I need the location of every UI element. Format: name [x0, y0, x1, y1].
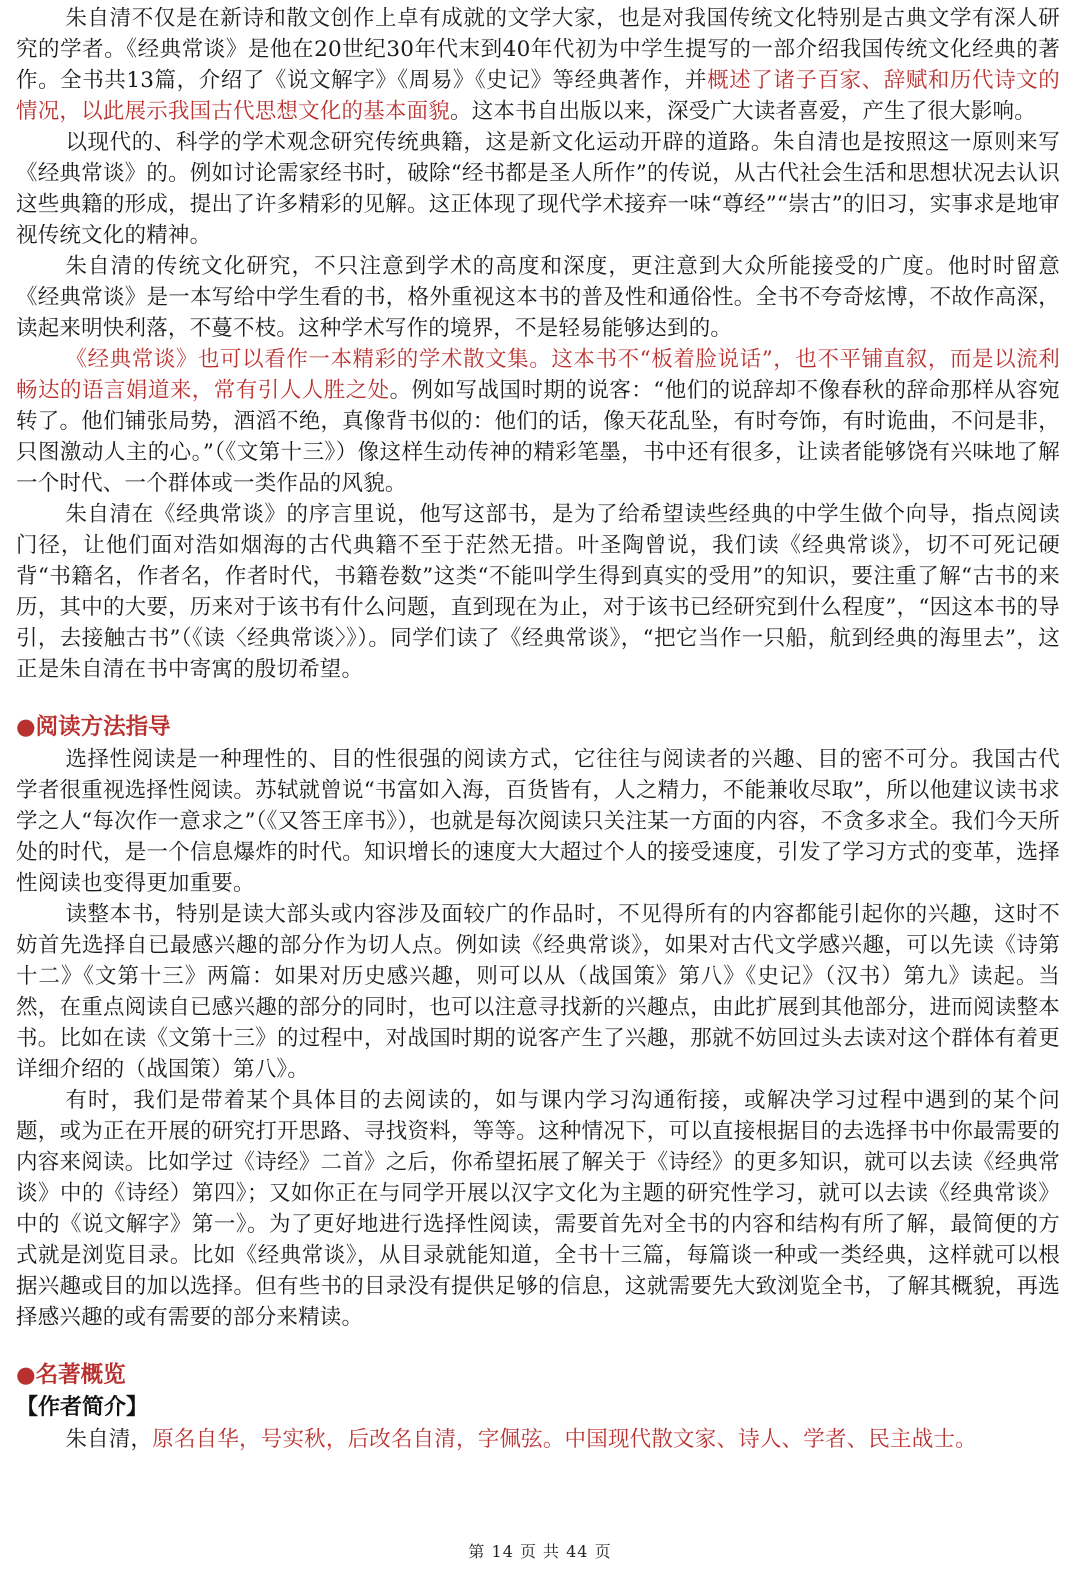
- bullet-icon: ●: [16, 714, 36, 740]
- body-paragraph: 以现代的、科学的学术观念研究传统典籍，这是新文化运动开辟的道路。朱自清也是按照这一原则来写《经典常谈》的。例如讨论需家经书时，破除“经书都是圣人所作”的传说，从古代社会生活和思想状况去认识这些典籍的形成，提出了许多精彩的见解。这正体现了现代学术接弃一味“尊经”“崇古”的旧习，实事求是地审视传统文化的精神。: [16, 130, 1060, 248]
- body-paragraph: 朱自清不仅是在新诗和散文创作上卓有成就的文学大家，也是对我国传统文化特别是古典文学有深人研究的学者。《经典常谈》是他在20世纪30年代末到40年代初为中学生提写的一部介绍我国传统文化经典的著作。全书共13篇，介绍了《说文解字》《周易》《史记》等经典著作，并概述了诸子百家、辞赋和历代诗文的情况，以此展示我国古代思想文化的基本面貌。这本书自出版以来，深受广大读者喜爱，产生了很大影响。: [16, 6, 1061, 124]
- highlighted-text: 原名自华，号实秋，后改名自清，字佩弦。中国现代散文家、诗人、学者、民主战士。: [152, 1427, 977, 1452]
- section-heading-overview: ●名著概览: [16, 1362, 126, 1388]
- section-heading-reading-method: ●阅读方法指导: [16, 714, 171, 740]
- author-intro-paragraph: 朱自清，原名自华，号实秋，后改名自清，字佩弦。中国现代散文家、诗人、学者、民主战士。: [65, 1427, 977, 1452]
- document-page: [16, 0, 1060, 1455]
- page-number-footer: 第 14 页 共 44 页: [468, 1542, 612, 1561]
- author-intro-heading: 【作者简介】: [16, 1395, 149, 1420]
- body-paragraph: 有时，我们是带着某个具体目的去阅读的，如与课内学习沟通衔接，或解决学习过程中遇到的某个问题，或为正在开展的研究打开思路、寻找资料，等等。这种情况下，可以直接根据目的去选择书中你最需要的内容来阅读。比如学过《诗经》二首》之后，你希望拓展了解关于《诗经》的更多知识，就可以去读《经典常谈》中的《诗经）第四》；又如你正在与同学开展以汉字文化为主题的研究性学习，就可以去读《经典常谈》中的《说文解字》第一》。为了更好地进行选择性阅读，需要首先对全书的内容和结构有所了解，最简便的方式就是浏览目录。比如《经典常谈》，从目录就能知道，全书十三篇，每篇谈一种或一类经典，这样就可以根据兴趣或目的加以选择。但有些书的目录没有提供足够的信息，这就需要先大致浏览全书，了解其概貌，再选择感兴趣的或有需要的部分来精读。: [16, 1088, 1060, 1330]
- highlighted-text: 概述了诸子百家、辞赋和历代诗文的情况，以此展示我国古代思想文化的基本面貌: [16, 68, 1061, 124]
- bullet-icon: ●: [16, 1362, 36, 1388]
- body-paragraph: 读整本书，特别是读大部头或内容涉及面较广的作品时，不见得所有的内容都能引起你的兴趣，这时不妨首先选择自已最感兴趣的部分作为切人点。例如读《经典常谈》，如果对古代文学感兴趣，可以先读《诗第十二》《文第十三》两篇：如果对历史感兴趣，则可以从（战国策》第八》《史记》（汉书）第九》读起。当然，在重点阅读自已感兴趣的部分的同时，也可以注意寻找新的兴趣点，由此扩展到其他部分，进而阅读整本书。比如在读《文第十三》的过程中，对战国时期的说客产生了兴趣，那就不妨回过头去读对这个群体有着更详细介绍的（战国策）第八》。: [16, 902, 1060, 1082]
- body-paragraph: 朱自清在《经典常谈》的序言里说，他写这部书，是为了给希望读些经典的中学生做个向导，指点阅读门径，让他们面对浩如烟海的古代典籍不至于茫然无措。叶圣陶曾说，我们读《经典常谈》，切不可死记硬背“书籍名，作者名，作者时代，书籍卷数”这类“不能叫学生得到真实的受用”的知识，要注重了解“古书的来历，其中的大要，历来对于该书有什么问题，直到现在为止，对于该书已经研究到什么程度”，“因这本书的导引，去接触古书”（《读〈经典常谈〉》）。同学们读了《经典常谈》，“把它当作一只船，航到经典的海里去”，这正是朱自清在书中寄寓的殷切希望。: [16, 502, 1060, 682]
- highlighted-text: 《经典常谈》也可以看作一本精彩的学术散文集。这本书不“板着脸说话”，也不平铺直叙，而是以流利畅达的语言娟道来，常有引人人胜之处: [16, 347, 1060, 403]
- body-paragraph: 选择性阅读是一种理性的、目的性很强的阅读方式，它往往与阅读者的兴趣、目的密不可分。我国古代学者很重视选择性阅读。苏轼就曾说“书富如入海，百货皆有，人之精力，不能兼收尽取”，所以他建议读书求学之人“每次作一意求之”（《又答王庠书》），也就是每次阅读只关注某一方面的内容，不贪多求全。我们今天所处的时代，是一个信息爆炸的时代。知识增长的速度大大超过个人的接受速度，引发了学习方式的变革，选择性阅读也变得更加重要。: [16, 747, 1060, 896]
- body-paragraph: 《经典常谈》也可以看作一本精彩的学术散文集。这本书不“板着脸说话”，也不平铺直叙，而是以流利畅达的语言娟道来，常有引人人胜之处。例如写战国时期的说客：“他们的说辞却不像春秋的辞命那样从容宛转了。他们铺张局势，酒滔不绝，真像背书似的：他们的话，像天花乱坠，有时夸饰，有时诡曲，不问是非，只图激动人主的心。”（《文第十三》）像这样生动传神的精彩笔墨，书中还有很多，让读者能够饶有兴味地了解一个时代、一个群体或一类作品的风貌。: [16, 347, 1061, 496]
- body-paragraph: 朱自清的传统文化研究，不只注意到学术的高度和深度，更注意到大众所能接受的广度。他时时留意《经典常谈》是一本写给中学生看的书，格外重视这本书的普及性和通俗性。全书不夸奇炫博，不故作高深，读起来明快利落，不蔓不枝。这种学术写作的境界，不是轻易能够达到的。: [16, 254, 1060, 341]
